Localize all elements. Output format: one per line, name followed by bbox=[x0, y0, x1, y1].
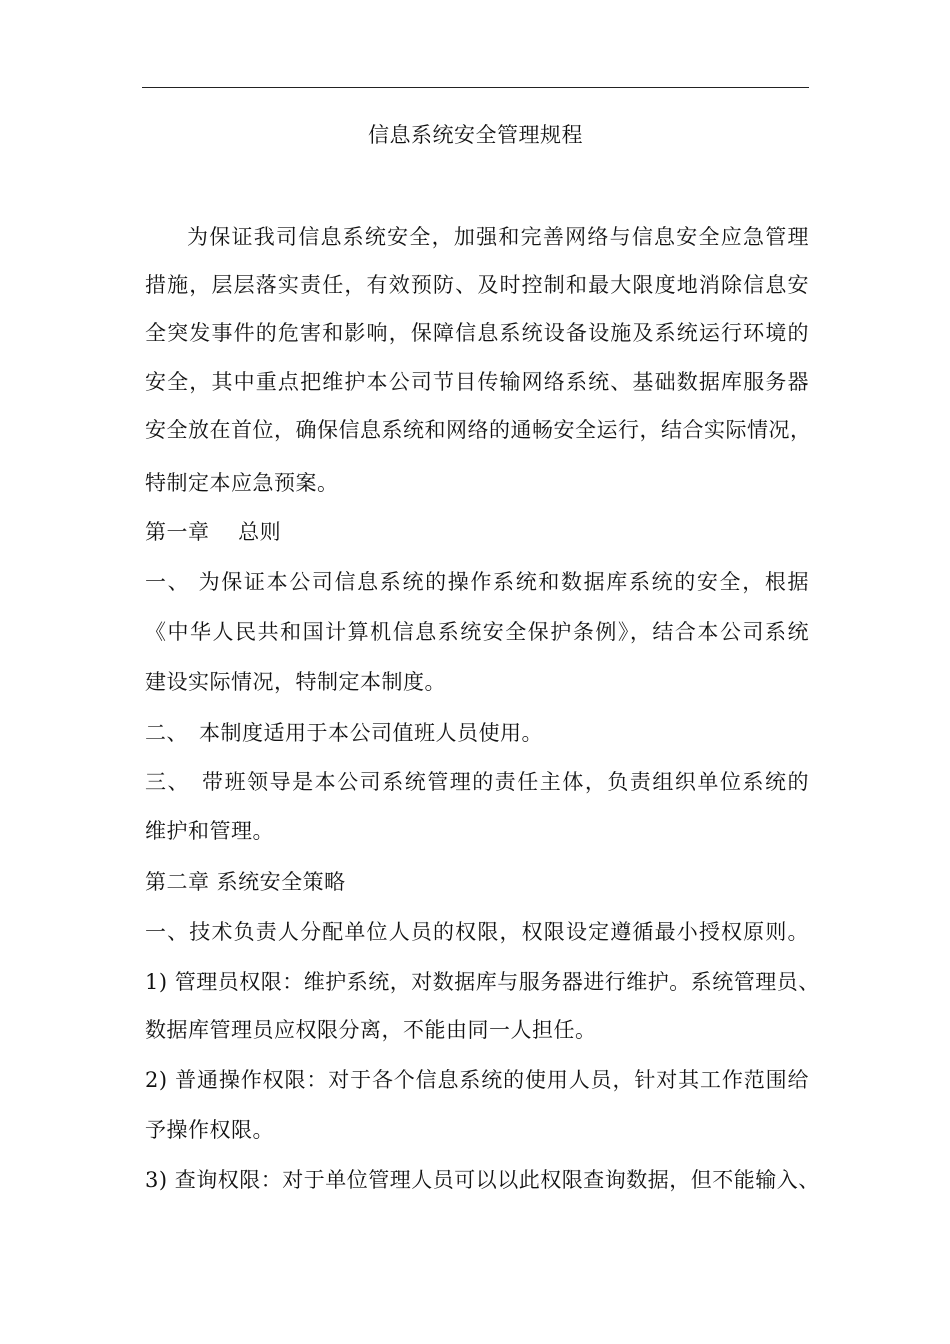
paragraph-line: 全突发事件的危害和影响，保障信息系统设备设施及系统运行环境的 bbox=[145, 321, 809, 345]
paragraph-line: 为保证我司信息系统安全，加强和完善网络与信息安全应急管理 bbox=[187, 225, 809, 249]
paragraph-line: 安全放在首位，确保信息系统和网络的通畅安全运行，结合实际情况， bbox=[145, 418, 812, 442]
article-line: 《中华人民共和国计算机信息系统安全保护条例》，结合本公司系统 bbox=[145, 620, 809, 644]
paragraph-line: 安全，其中重点把维护本公司节目传输网络系统、基础数据库服务器 bbox=[145, 370, 809, 394]
article-line: 一、 为保证本公司信息系统的操作系统和数据库系统的安全，根据 bbox=[145, 570, 809, 594]
article-line: 维护和管理。 bbox=[145, 819, 274, 843]
chapter-heading: 第一章 总则 bbox=[145, 520, 282, 544]
list-item-line: 予操作权限。 bbox=[145, 1118, 274, 1142]
list-item-line: 1) 管理员权限：维护系统，对数据库与服务器进行维护。系统管理员、 bbox=[145, 970, 820, 994]
chapter-heading: 第二章 系统安全策略 bbox=[145, 870, 346, 894]
article-line: 建设实际情况，特制定本制度。 bbox=[145, 670, 446, 694]
list-item-line: 3) 查询权限：对于单位管理人员可以以此权限查询数据，但不能输入、 bbox=[145, 1168, 820, 1192]
header-rule bbox=[142, 87, 809, 88]
article-line: 一、技术负责人分配单位人员的权限，权限设定遵循最小授权原则。 bbox=[145, 920, 809, 944]
document-title: 信息系统安全管理规程 bbox=[368, 123, 583, 147]
list-item-line: 2) 普通操作权限：对于各个信息系统的使用人员，针对其工作范围给 bbox=[145, 1068, 809, 1092]
list-item-line: 数据库管理员应权限分离，不能由同一人担任。 bbox=[145, 1018, 597, 1042]
article-line: 三、 带班领导是本公司系统管理的责任主体，负责组织单位系统的 bbox=[145, 770, 809, 794]
article-line: 二、 本制度适用于本公司值班人员使用。 bbox=[145, 721, 543, 745]
paragraph-line: 措施，层层落实责任，有效预防、及时控制和最大限度地消除信息安 bbox=[145, 273, 809, 297]
paragraph-line: 特制定本应急预案。 bbox=[145, 471, 339, 495]
